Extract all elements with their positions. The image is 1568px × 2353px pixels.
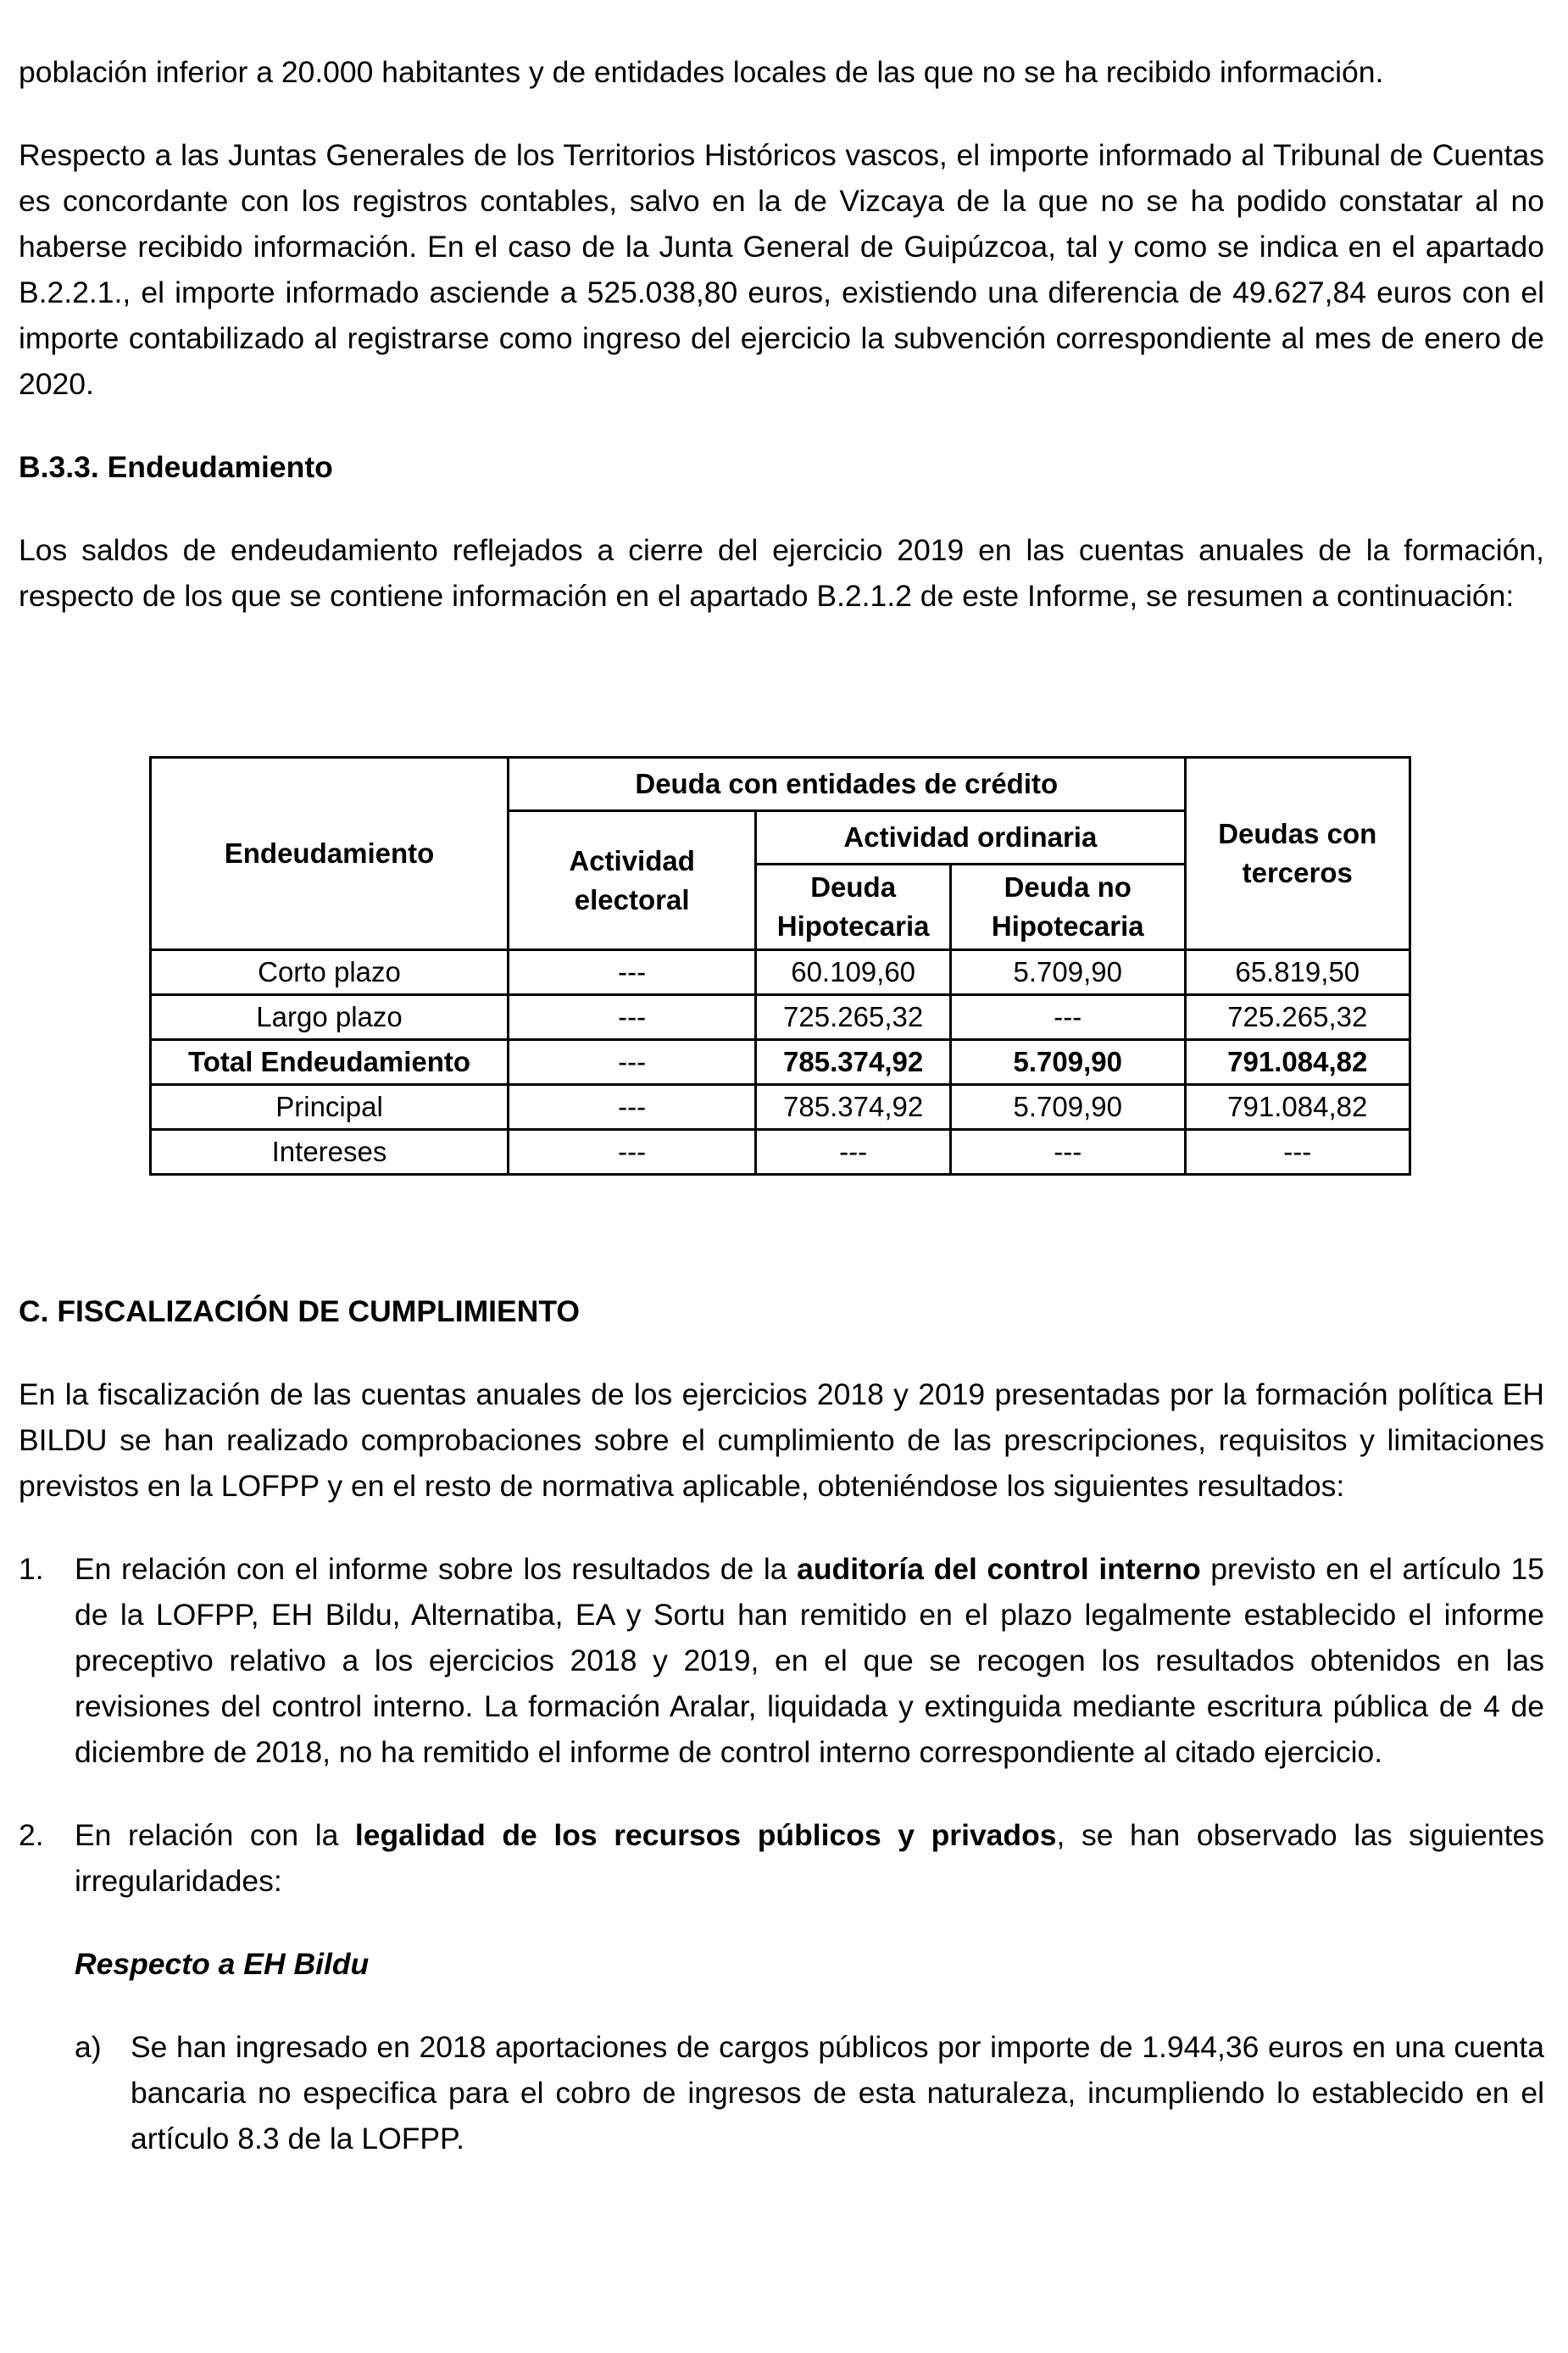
section-heading-c: C. FISCALIZACIÓN DE CUMPLIMIENTO [19, 1294, 581, 1328]
cell-no-hipotecaria: 5.709,90 [951, 1040, 1185, 1085]
cell-hipotecaria: 785.374,92 [756, 1085, 951, 1130]
list-item [19, 1546, 1544, 1775]
list-text-pre: En relación con el informe sobre los resultados de la [75, 1552, 798, 1586]
cell-hipotecaria: 60.109,60 [756, 950, 951, 995]
cell-no-hipotecaria: 5.709,90 [951, 950, 1185, 995]
cell-electoral: --- [509, 1130, 756, 1175]
section-heading-b33: B.3.3. Endeudamiento [19, 450, 333, 484]
cell-no-hipotecaria: 5.709,90 [951, 1085, 1185, 1130]
subheading-eh-bildu: Respecto a EH Bildu [75, 1947, 370, 1981]
cell-hipotecaria: --- [756, 1130, 951, 1175]
list-number: 2. [19, 1818, 44, 1852]
cell-terceros: 791.084,82 [1185, 1040, 1410, 1085]
cell-electoral: --- [509, 950, 756, 995]
header-deudas-terceros: Deudas con terceros [1185, 758, 1410, 950]
table-row-total [151, 1040, 1410, 1085]
cell-electoral: --- [509, 995, 756, 1040]
cell-hipotecaria: 725.265,32 [756, 995, 951, 1040]
paragraph-fiscalizacion-intro: En la fiscalización de las cuentas anuales de los ejercicios 2018 y 2019 presentadas por la formación política EH BILDU se han realizado comprobaciones sobre el cumplimiento de las prescripciones, requisitos y limitaciones previstos en la LOFPP y en el resto de normativa aplicable, obteniéndose los siguientes resultados: [19, 1377, 1544, 1503]
section-c [19, 1288, 1544, 2161]
header-deuda-hipotecaria: Deuda Hipotecaria [756, 865, 951, 950]
header-deuda-entidades: Deuda con entidades de crédito [509, 758, 1185, 811]
row-label: Largo plazo [151, 995, 509, 1040]
header-deuda-no-hipotecaria: Deuda no Hipotecaria [951, 865, 1185, 950]
list-text-post: , se han observado las siguientes irregularidades: [75, 1818, 1545, 1898]
cell-electoral: --- [509, 1040, 756, 1085]
list-item [19, 1812, 1544, 1904]
cell-terceros: --- [1185, 1130, 1410, 1175]
table-row [151, 1130, 1410, 1175]
row-label: Corto plazo [151, 950, 509, 995]
list-text-pre: En relación con la [75, 1818, 355, 1852]
cell-electoral: --- [509, 1085, 756, 1130]
header-actividad-electoral: Actividad electoral [509, 811, 756, 950]
row-label: Principal [151, 1085, 509, 1130]
cell-terceros: 725.265,32 [1185, 995, 1410, 1040]
table-row [151, 1085, 1410, 1130]
header-endeudamiento: Endeudamiento [151, 758, 509, 950]
document-page [19, 49, 1544, 619]
cell-no-hipotecaria: --- [951, 995, 1185, 1040]
row-label: Intereses [151, 1130, 509, 1175]
cell-no-hipotecaria: --- [951, 1130, 1185, 1175]
table-row [151, 995, 1410, 1040]
paragraph-juntas-generales: Respecto a las Juntas Generales de los Territorios Históricos vascos, el importe informado al Tribunal de Cuentas es concordante con los registros contables, salvo en la de Vizcaya de la que no se ha podido constatar al no haberse recibido información. En el caso de la Junta General de Guipúzcoa, tal y como se indica en el apartado B.2.2.1., el importe informado asciende a 525.038,80 euros, existiendo una diferencia de 49.627,84 euros con el importe contabilizado al registrarse como ingreso del ejercicio la subvención correspondiente al mes de enero de 2020. [19, 138, 1544, 401]
list-text-bold: legalidad de los recursos públicos y privados [354, 1818, 1057, 1852]
paragraph-poblacion: población inferior a 20.000 habitantes y de entidades locales de las que no se ha recibido información. [19, 55, 1384, 89]
list-text-bold: auditoría del control interno [797, 1552, 1201, 1586]
list-text-post: previsto en el artículo 15 de la LOFPP, EH Bildu, Alternatiba, EA y Sortu han remitido en el plazo legalmente establecido el informe preceptivo relativo a los ejercicios 2018 y 2019, en el que se recogen los resultados obtenidos en las revisiones del control interno. La formación Aralar, liquidada y extinguida mediante escritura pública de 4 de diciembre de 2018, no ha remitido el informe de control interno correspondiente al citado ejercicio. [75, 1552, 1544, 1769]
cell-hipotecaria: 785.374,92 [756, 1040, 951, 1085]
alpha-text: Se han ingresado en 2018 aportaciones de cargos públicos por importe de 1.944,36 euros en una cuenta bancaria no especifica para el cobro de ingresos de esta naturaleza, incumpliendo lo establecido en el artículo 8.3 de la LOFPP. [131, 2030, 1544, 2156]
list-number: 1. [19, 1552, 44, 1586]
endeudamiento-table [149, 756, 1411, 1176]
alpha-label: a) [75, 2030, 102, 2064]
row-label: Total Endeudamiento [151, 1040, 509, 1085]
paragraph-endeudamiento-intro: Los saldos de endeudamiento reflejados a cierre del ejercicio 2019 en las cuentas anuales de la formación, respecto de los que se contiene información en el apartado B.2.1.2 de este Informe, se resumen a continuación: [19, 533, 1544, 613]
alpha-list-item [75, 2024, 1544, 2161]
cell-terceros: 65.819,50 [1185, 950, 1410, 995]
cell-terceros: 791.084,82 [1185, 1085, 1410, 1130]
header-actividad-ordinaria: Actividad ordinaria [756, 811, 1185, 865]
table-row [151, 950, 1410, 995]
